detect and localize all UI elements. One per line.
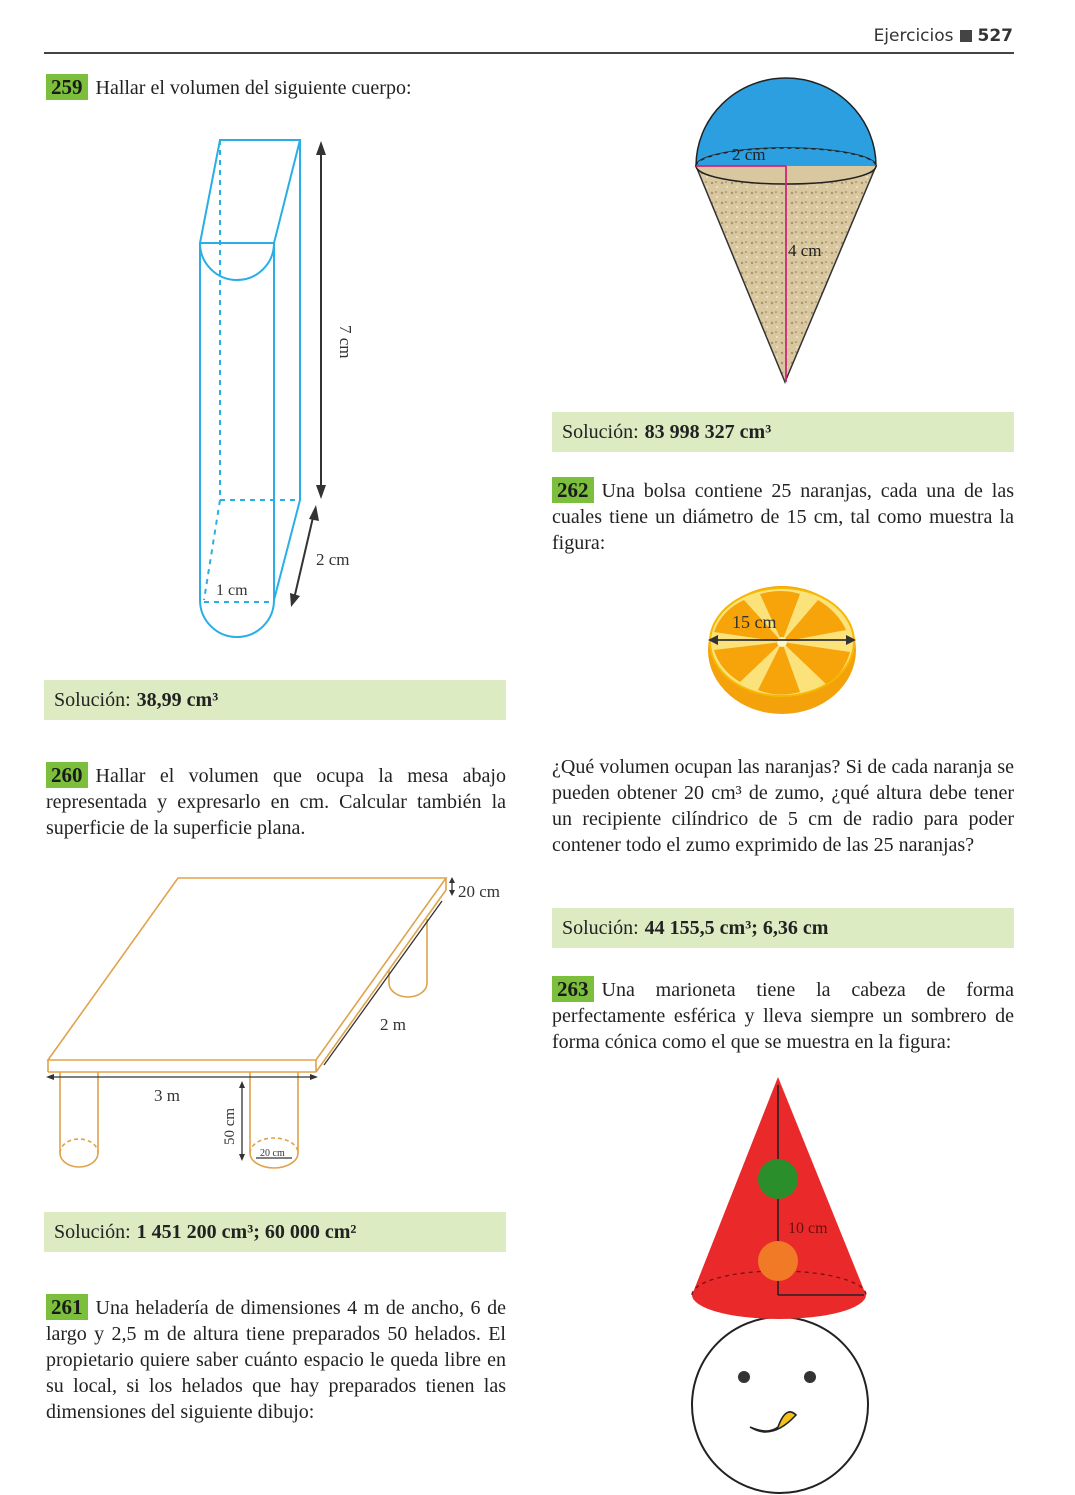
exercise-text: Hallar el volumen del siguiente cuerpo: xyxy=(95,77,412,99)
solution-value: 44 155,5 cm³; 6,36 cm xyxy=(644,916,829,939)
table-figure xyxy=(44,875,514,1185)
exercise-number: 263 xyxy=(552,976,594,1002)
solution-label: Solución: xyxy=(562,916,639,939)
exercise-text: Una bolsa contiene 25 naranjas, cada una de las cuales tiene un diámetro de 15 cm, tal como muestra la figura: xyxy=(552,480,1014,554)
solution-value: 83 998 327 cm³ xyxy=(644,420,772,443)
puppet-figure xyxy=(688,1075,888,1495)
exercise-263 xyxy=(552,976,1014,1055)
solution-value: 1 451 200 cm³; 60 000 cm² xyxy=(136,1220,357,1243)
solution-259 xyxy=(44,680,506,720)
solution-261 xyxy=(552,412,1014,452)
ice-cream-figure xyxy=(690,70,890,390)
depth-label: 2 cm xyxy=(316,550,350,569)
solution-label: Solución: xyxy=(562,420,639,443)
cone-height-label: 4 cm xyxy=(788,241,822,260)
exercise-text: Una marioneta tiene la cabeza de forma perfectamente esférica y lleva siempre un sombrero de forma cónica como el que se muestra en la figura: xyxy=(552,979,1014,1053)
solution-262 xyxy=(552,908,1014,948)
exercise-number: 262 xyxy=(552,477,594,503)
thickness-label: 20 cm xyxy=(458,882,501,901)
leg-diameter-label: 20 cm xyxy=(260,1148,285,1159)
leg-height-label: 50 cm xyxy=(222,1107,238,1145)
exercise-number: 261 xyxy=(46,1294,88,1320)
solution-label: Solución: xyxy=(54,1220,131,1243)
exercise-261 xyxy=(46,1294,506,1425)
exercise-260 xyxy=(46,762,506,841)
square-bullet-icon xyxy=(960,30,972,42)
solution-label: Solución: xyxy=(54,688,131,711)
height-label: 7 cm xyxy=(336,325,355,359)
hat-height-label: 10 cm xyxy=(788,1220,828,1237)
header-rule xyxy=(44,52,1014,54)
exercise-262-question: ¿Qué volumen ocupan las naranjas? Si de cada naranja se pueden obtener 20 cm³ de zumo, ¿qué altura debe tener un recipiente cilíndrico de 5 cm de radio para poder contener todo el zumo exprimido de las 25 naranjas? xyxy=(552,756,1014,856)
radius-label: 2 cm xyxy=(732,145,766,164)
solution-value: 38,99 cm³ xyxy=(136,688,219,711)
page-header xyxy=(874,26,1013,46)
exercise-number: 259 xyxy=(46,74,88,100)
exercise-number: 260 xyxy=(46,762,88,788)
prism-figure xyxy=(190,135,390,655)
exercise-text: Una heladería de dimensiones 4 m de ancho, 6 de largo y 2,5 m de altura tiene preparados 50 helados. El propietario quiere saber cuánto espacio le queda libre en su local, si los helados que hay preparados tienen las dimensiones del siguiente dibujo: xyxy=(46,1297,506,1423)
solution-260 xyxy=(44,1212,506,1252)
exercise-text: Hallar el volumen que ocupa la mesa abajo representada y expresarlo en cm. Calcular también la superficie de la superficie plana. xyxy=(46,765,506,839)
width-label: 1 cm xyxy=(216,582,248,599)
length-label: 3 m xyxy=(154,1086,180,1105)
orange-figure xyxy=(700,578,870,728)
exercise-259 xyxy=(46,74,506,101)
exercise-262 xyxy=(552,477,1014,556)
diameter-label: 15 cm xyxy=(732,612,777,632)
page-number: 527 xyxy=(977,26,1013,46)
section-title: Ejercicios xyxy=(873,26,954,46)
depth-label: 2 m xyxy=(380,1015,406,1034)
